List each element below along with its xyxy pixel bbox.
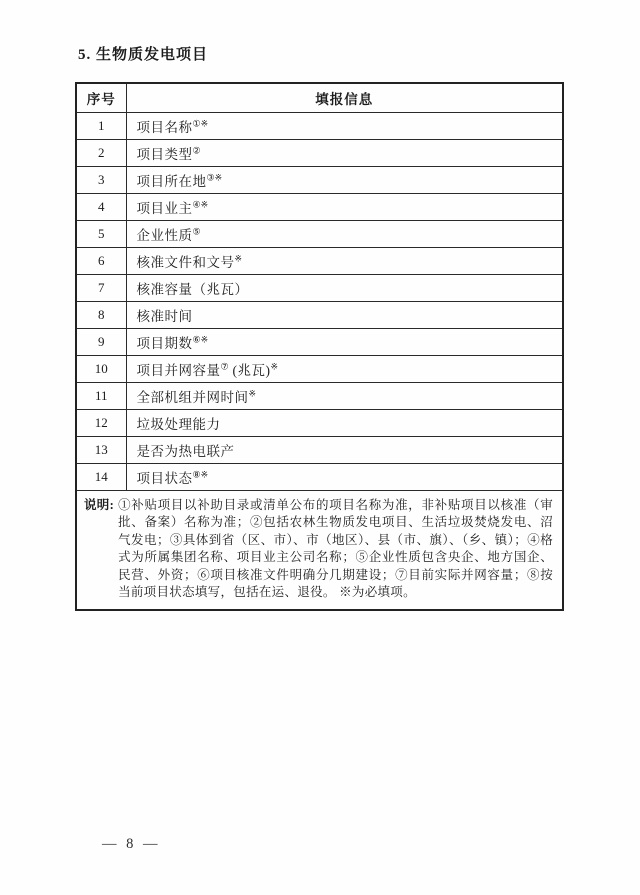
row-number: 1	[76, 112, 126, 139]
footnote-mark: ④※	[192, 199, 209, 209]
row-number: 12	[76, 409, 126, 436]
table-row	[76, 328, 563, 355]
table-row	[76, 463, 563, 490]
row-number: 7	[76, 274, 126, 301]
row-number: 10	[76, 355, 126, 382]
table-header-row	[76, 83, 563, 112]
row-number: 13	[76, 436, 126, 463]
table-row	[76, 166, 563, 193]
footnote-mark: ※	[234, 253, 243, 263]
table-row	[76, 220, 563, 247]
row-label: 项目业主④※	[126, 193, 563, 220]
footnote-mark: ※	[270, 361, 278, 371]
footnote-mark: ⑦	[220, 361, 229, 371]
table-row	[76, 436, 563, 463]
row-number: 5	[76, 220, 126, 247]
row-label: 项目并网容量⑦ (兆瓦)※	[126, 355, 563, 382]
footnote-mark: ①※	[192, 118, 209, 128]
footnote-mark: ⑧※	[192, 469, 209, 479]
table-row	[76, 409, 563, 436]
row-label: 核准文件和文号※	[126, 247, 563, 274]
note-label: 说明:	[84, 497, 115, 512]
row-label: 项目名称①※	[126, 112, 563, 139]
row-number: 14	[76, 463, 126, 490]
table-body	[76, 112, 563, 490]
table-row	[76, 382, 563, 409]
row-label: 是否为热电联产	[126, 436, 563, 463]
table-row	[76, 193, 563, 220]
page-number: — 8 —	[102, 836, 161, 852]
footnote-mark: ⑥※	[192, 334, 209, 344]
footnote-mark: ③※	[206, 172, 223, 182]
note-text: ①补贴项目以补助目录或清单公布的项目名称为准，非补贴项目以核准（审批、备案）名称为准；②包括农林生物质发电项目、生活垃圾焚烧发电、沼气发电；③具体到省（区、市）、市（地区）、县（市、旗）、（乡、镇）；④格式为所属集团名称、项目业主公司名称；⑤企业性质包含央企、地方国企、民营、外资；⑥项目核准文件明确分几期建设；⑦目前实际并网容量；⑧按当前项目状态填写，包括在运、退役。 ※为必填项。	[118, 497, 553, 599]
column-header-info: 填报信息	[126, 83, 563, 112]
row-label: 项目类型②	[126, 139, 563, 166]
row-number: 6	[76, 247, 126, 274]
table-row	[76, 139, 563, 166]
table-row	[76, 355, 563, 382]
row-label: 企业性质⑤	[126, 220, 563, 247]
note-cell	[76, 490, 563, 610]
row-label: 项目状态⑧※	[126, 463, 563, 490]
row-label: 项目所在地③※	[126, 166, 563, 193]
table-row	[76, 274, 563, 301]
footnote-mark: ②	[192, 145, 201, 155]
row-number: 8	[76, 301, 126, 328]
row-label: 垃圾处理能力	[126, 409, 563, 436]
row-number: 4	[76, 193, 126, 220]
footnote-mark: ⑤	[192, 226, 201, 236]
row-number: 2	[76, 139, 126, 166]
section-title: 5. 生物质发电项目	[78, 47, 209, 63]
form-table	[75, 82, 564, 611]
note-row	[76, 490, 563, 610]
footnote-mark: ※	[248, 388, 257, 398]
column-header-number: 序号	[76, 83, 126, 112]
row-label: 全部机组并网时间※	[126, 382, 563, 409]
row-number: 3	[76, 166, 126, 193]
row-label: 核准容量（兆瓦）	[126, 274, 563, 301]
table-row	[76, 301, 563, 328]
row-number: 9	[76, 328, 126, 355]
row-label: 核准时间	[126, 301, 563, 328]
table-row	[76, 247, 563, 274]
table-row	[76, 112, 563, 139]
row-label: 项目期数⑥※	[126, 328, 563, 355]
row-number: 11	[76, 382, 126, 409]
